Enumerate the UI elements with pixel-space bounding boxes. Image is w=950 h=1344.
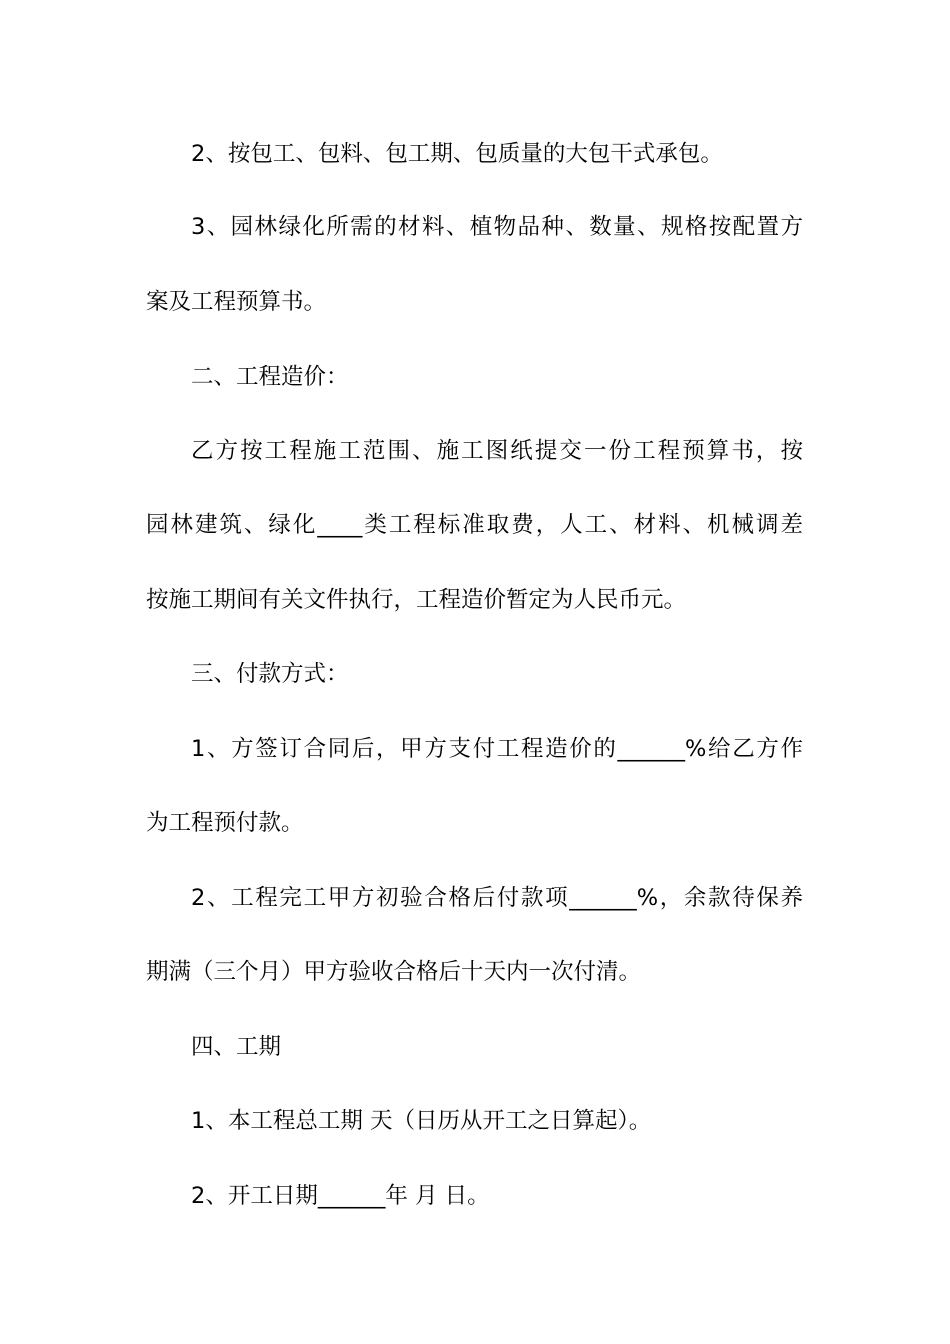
- section-heading: 三、付款方式：: [191, 661, 349, 687]
- section-heading: 二、工程造价：: [191, 364, 349, 390]
- paragraph-line: 按施工期间有关文件执行，工程造价暂定为人民币元。: [146, 587, 687, 613]
- paragraph-line: 2、按包工、包料、包工期、包质量的大包干式承包。: [191, 141, 723, 167]
- paragraph-line: 2、工程完工甲方初验合格后付款项______%，余款待保养: [191, 885, 803, 911]
- section-heading: 四、工期: [191, 1034, 282, 1060]
- paragraph-line: 案及工程预算书。: [146, 289, 327, 315]
- paragraph-line: 乙方按工程施工范围、施工图纸提交一份工程预算书，按: [191, 438, 803, 464]
- paragraph-line: 园林建筑、绿化____类工程标准取费，人工、材料、机械调差: [146, 512, 803, 538]
- paragraph-line: 3、园林绿化所需的材料、植物品种、数量、规格按配置方: [191, 214, 803, 240]
- paragraph-line: 为工程预付款。: [146, 810, 304, 836]
- paragraph-line: 1、本工程总工期 天（日历从开工之日算起）。: [191, 1108, 652, 1134]
- paragraph-line: 2、开工日期______年 月 日。: [191, 1183, 490, 1209]
- paragraph-line: 期满（三个月）甲方验收合格后十天内一次付清。: [146, 959, 642, 985]
- paragraph-line: 1、方签订合同后，甲方支付工程造价的______%给乙方作: [191, 736, 803, 762]
